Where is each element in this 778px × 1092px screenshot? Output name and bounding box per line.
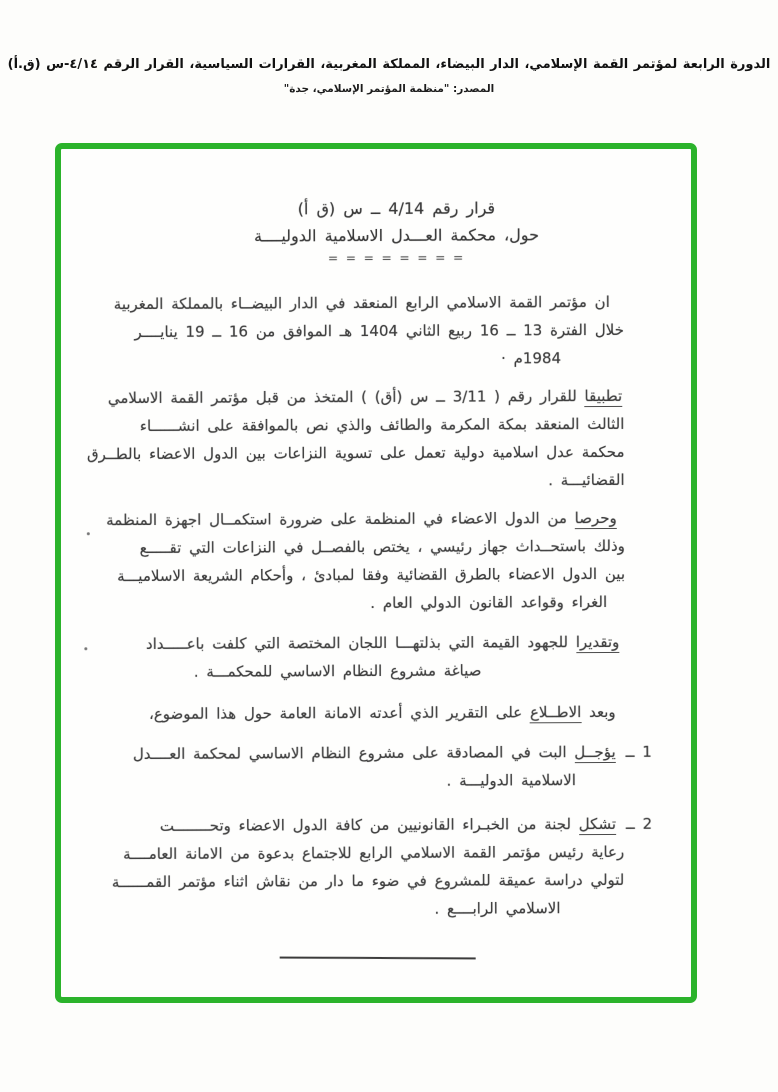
document-line	[96, 738, 652, 768]
underlined-lead-word: وتقديرا	[575, 632, 620, 652]
line-text: خلال الفترة 13 ــ 16 ربيع الثاني 1404 هـ الموافق من 16 ــ 19 ينايــــر	[134, 320, 624, 342]
document-line	[95, 657, 481, 687]
line-text: للجهود القيمة التي بذلتهـــا اللجان المختصة التي كلفت باعـــــداد	[145, 633, 576, 654]
line-text: وذلك باستحــداث جهاز رئيسي ، يختص بالفصــل في النزاعات التي تقـــــع	[139, 536, 625, 558]
line-text: للقرار رقم ( 3/11 ــ س (أق) ) المتخذ من قبل مؤتمر القمة الاسلامي	[107, 387, 585, 408]
document-line	[86, 438, 625, 468]
line-text: صياغة مشروع النظام الاساسي للمحكمـــة .	[193, 661, 482, 681]
document-line	[95, 588, 607, 618]
title-divider: = = = = = = = =	[328, 250, 466, 266]
item-number: 1 ــ	[625, 742, 652, 761]
document-line	[96, 698, 616, 728]
document-line	[96, 866, 624, 896]
line-text: 1984م ·	[501, 349, 562, 368]
line-text: ان مؤتمر القمة الاسلامي الرابع المنعقد في الدار البيضــاء بالمملكة المغربية	[113, 292, 610, 314]
document-body	[86, 288, 653, 924]
underlined-lead-word: وحرصا	[574, 508, 617, 528]
document-line	[96, 766, 576, 796]
line-text: الاسلامية الدوليـــة .	[446, 771, 576, 790]
line-text: القضائيـــة .	[548, 470, 625, 490]
underlined-lead-word: الاطــلاع	[529, 703, 582, 722]
resolution-subtitle: حول، محكمة العـــدل الاسلامية الدوليــــة	[254, 225, 540, 246]
document-line	[96, 894, 560, 924]
line-text: على التقرير الذي أعدته الامانة العامة حول هذا الموضوع،	[148, 703, 530, 723]
document-line	[94, 410, 624, 440]
underlined-lead-word: تشكل	[578, 814, 617, 834]
line-text: وبعد	[581, 702, 616, 722]
document-line	[94, 382, 622, 412]
document-line	[96, 810, 652, 840]
document-line	[95, 628, 619, 658]
document-frame	[55, 143, 697, 1003]
underlined-lead-word: يؤجــل	[574, 742, 616, 762]
citation-header	[0, 0, 778, 95]
document-line	[94, 316, 624, 346]
document-line	[95, 532, 625, 562]
line-text: من الدول الاعضاء في المنظمة على ضرورة استكمــال اجهزة المنظمة	[106, 509, 575, 530]
line-text: الثالث المنعقد بمكة المكرمة والطائف والذي نص بالموافقة على انشــــــاء	[139, 414, 625, 436]
document-line	[96, 838, 624, 868]
line-text: الاسلامي الرابــــع .	[434, 899, 561, 918]
resolution-title: قرار رقم 4/14 ــ س (ق أ)	[297, 198, 496, 219]
citation-line: الدورة الرابعة لمؤتمر القمة الإسلامي، الدار البيضاء، المملكة المغربية، القرارات السياسية، القرار الرقم ٤/١٤-س (ق.أ)	[7, 57, 771, 72]
line-text: رعاية رئيس مؤتمر القمة الاسلامي الرابع للاجتماع بدعوة من الامانة العامــــة	[123, 842, 625, 864]
scanned-document	[59, 148, 693, 999]
line-text: البت في المصادقة على مشروع النظام الاساسي لمحكمة العــــدل	[132, 743, 575, 764]
document-line	[94, 344, 561, 374]
document-line	[95, 466, 625, 496]
line-text: محكمة عدل اسلامية دولية تعمل على تسوية النزاعات بين الدول الاعضاء بالطــرق	[86, 442, 625, 464]
line-text: الغراء وقواعد القانون الدولي العام .	[370, 592, 608, 613]
line-text: بين الدول الاعضاء بالطرق القضائية وفقا لمبادئ ، وأحكام الشريعة الاسلاميـــة	[117, 564, 626, 586]
document-line	[94, 288, 610, 318]
item-number: 2 ــ	[625, 814, 653, 833]
line-text: لتولي دراسة عميقة للمشروع في ضوء ما دار من نقاش اثناء مؤتمر القمــــــة	[111, 870, 625, 892]
underlined-lead-word: تطبيقا	[584, 386, 623, 406]
source-line: المصدر: "منظمة المؤتمر الإسلامي، جدة"	[283, 83, 495, 95]
line-text: لجنة من الخبـراء القانونيين من كافة الدول الاعضاء وتحــــــــت	[159, 815, 579, 835]
end-rule	[280, 957, 476, 960]
document-line	[95, 504, 617, 534]
document-line	[95, 560, 625, 590]
scan-speck	[84, 647, 87, 650]
scan-speck	[87, 532, 90, 535]
